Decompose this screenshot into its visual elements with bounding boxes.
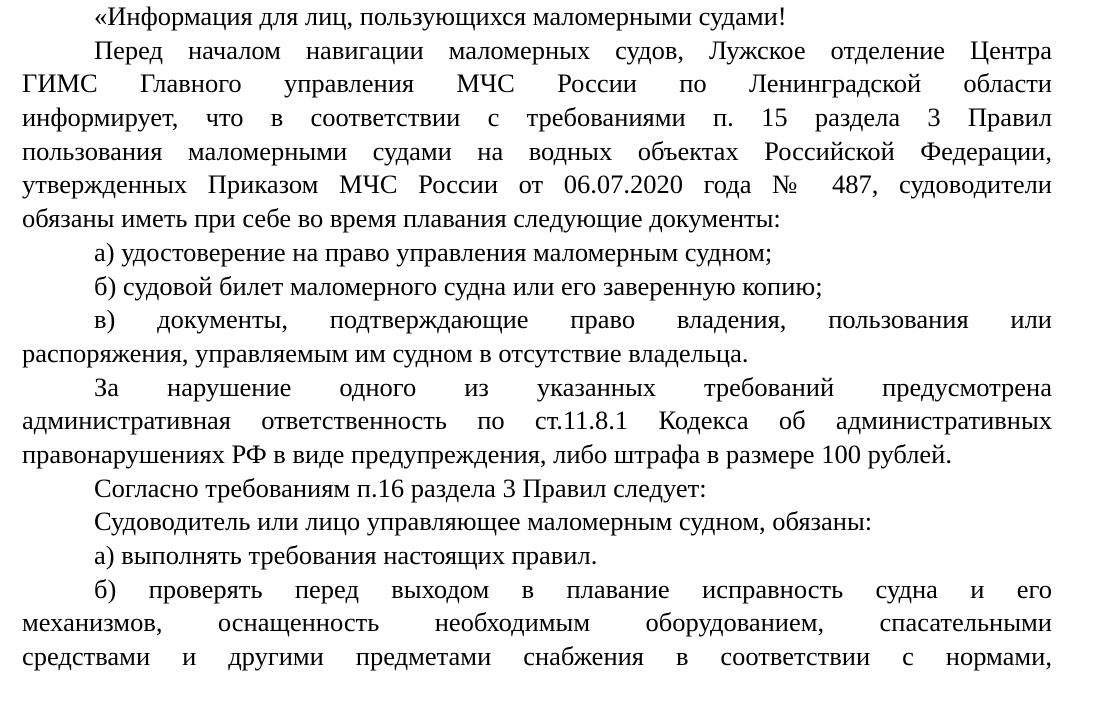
text-line: б) судовой билет маломерного судна или его заверенную копию;	[94, 270, 823, 301]
text-line: административная ответственность по ст.11.8.1 Кодекса об административных	[22, 405, 1052, 436]
text-line: в) документы, подтверждающие право владения, пользования или	[94, 304, 1052, 335]
text-line: механизмов, оснащенность необходимым оборудованием, спасательными	[22, 607, 1052, 638]
text-line: б) проверять перед выходом в плавание исправность судна и его	[94, 573, 1052, 604]
text-line: Согласно требованиям п.16 раздела 3 Правил следует:	[94, 472, 707, 503]
text-line: Судоводитель или лицо управляющее маломерным судном, обязаны:	[94, 506, 873, 537]
document-page	[22, 0, 1052, 674]
text-line: утвержденных Приказом МЧС России от 06.07.2020 года № 487, судоводители	[22, 169, 1052, 200]
text-line: а) выполнять требования настоящих правил.	[94, 540, 598, 570]
text-line: обязаны иметь при себе во время плавания следующие документы:	[22, 203, 781, 234]
text-line: пользования маломерными судами на водных объектах Российской Федерации,	[22, 135, 1052, 166]
text-line: ГИМС Главного управления МЧС России по Ленинградской области	[22, 68, 1052, 99]
text-line: средствами и другими предметами снабжения в соответствии с нормами,	[22, 641, 1052, 672]
text-line: «Информация для лиц, пользующихся маломерными судами!	[94, 1, 787, 31]
text-line: правонарушениях РФ в виде предупреждения, либо штрафа в размере 100 рублей.	[22, 438, 952, 469]
text-line: а) удостоверение на право управления маломерным судном;	[94, 236, 773, 267]
text-line: информирует, что в соответствии с требованиями п. 15 раздела 3 Правил	[22, 102, 1052, 133]
text-line: За нарушение одного из указанных требований предусмотрена	[94, 371, 1052, 402]
text-line: Перед началом навигации маломерных судов, Лужское отделение Центра	[94, 34, 1052, 65]
text-line: распоряжения, управляемым им судном в отсутствие владельца.	[22, 337, 749, 368]
